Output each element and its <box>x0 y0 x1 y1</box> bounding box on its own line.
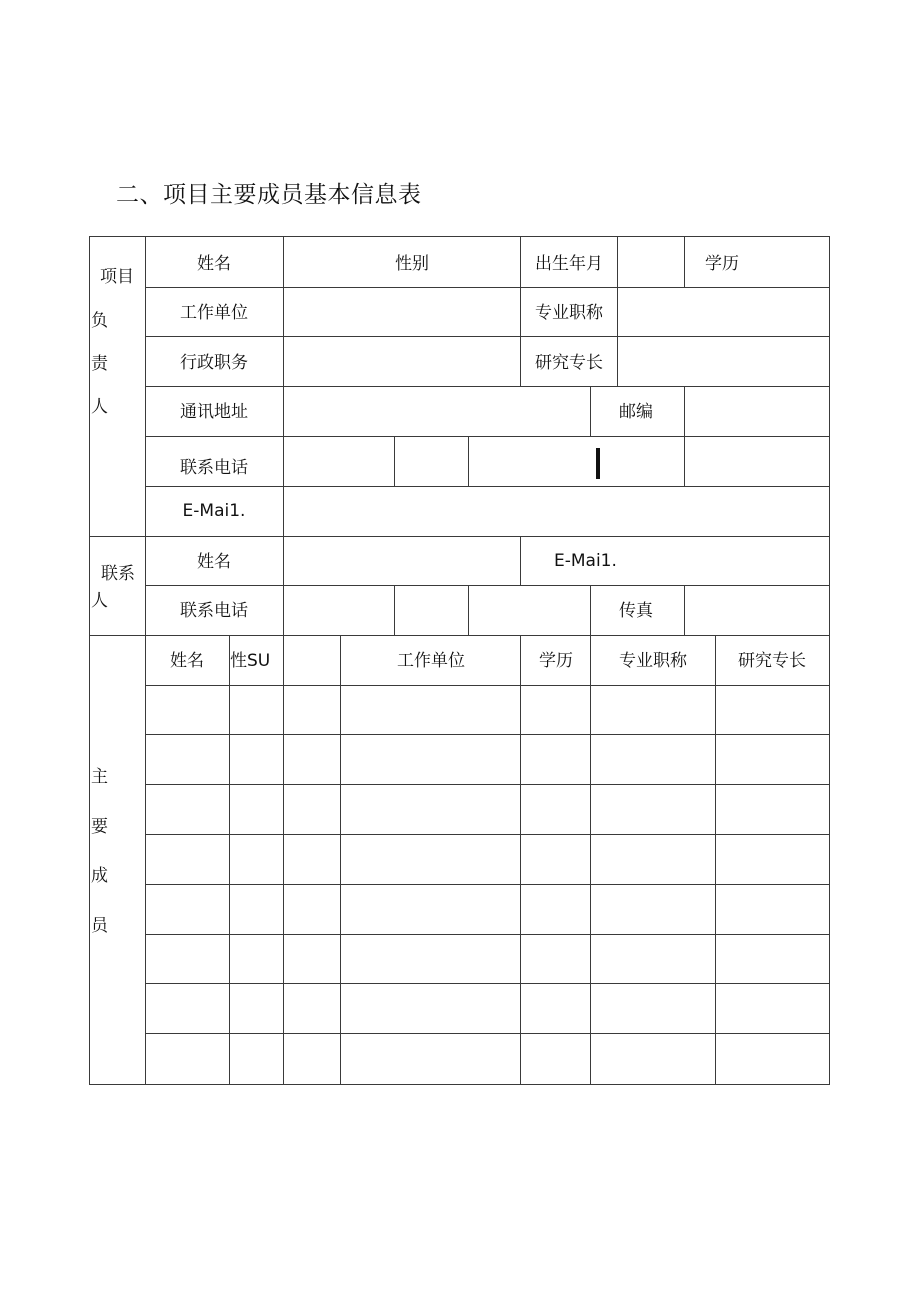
contact-email-label: E-Mai1. <box>554 551 617 571</box>
text-cursor-mark <box>596 448 600 479</box>
members-header-research: 研究专长 <box>738 651 806 671</box>
col-line <box>520 236 521 287</box>
leader-phone-field-3[interactable] <box>469 437 684 486</box>
row-line <box>145 934 830 935</box>
members-section-label-1: 主 <box>91 767 108 787</box>
leader-postcode-label: 邮编 <box>619 402 653 422</box>
leader-phone-field-1[interactable] <box>284 437 394 486</box>
leader-workplace-label: 工作单位 <box>180 303 248 323</box>
section-divider <box>89 635 830 636</box>
leader-gender-field[interactable] <box>434 237 520 287</box>
page-title: 二、项目主要成员基本信息表 <box>116 182 422 208</box>
leader-research-label: 研究专长 <box>535 353 603 373</box>
leader-admin-post-field[interactable] <box>284 337 520 386</box>
leader-name-label: 姓名 <box>197 254 231 274</box>
row-line <box>145 784 830 785</box>
members-header-gender: 性SU <box>230 651 271 671</box>
leader-prof-title-label: 专业职称 <box>535 303 603 323</box>
row-line <box>145 983 830 984</box>
leader-section-label-3: 责 <box>91 354 108 374</box>
members-header-workplace: 工作单位 <box>397 651 465 671</box>
col-line <box>590 585 591 635</box>
contact-fax-label: 传真 <box>619 601 653 621</box>
contact-section-label-1: 联系 <box>101 564 135 584</box>
leader-email-label: E-Mai1. <box>182 501 246 521</box>
col-line <box>283 635 284 1085</box>
col-line <box>229 635 230 1085</box>
row-line <box>145 685 830 686</box>
leader-section-label-1: 项目 <box>100 267 134 287</box>
leader-birth-label: 出生年月 <box>535 254 603 274</box>
leader-birth-field[interactable] <box>618 237 684 287</box>
members-header-education: 学历 <box>539 651 573 671</box>
table-border-bottom <box>89 1084 830 1085</box>
leader-education-label: 学历 <box>705 254 739 274</box>
col-line <box>715 635 716 1085</box>
leader-research-field[interactable] <box>618 337 829 386</box>
leader-postcode-field[interactable] <box>685 387 829 436</box>
row-line <box>145 1033 830 1034</box>
leader-phone-label: 联系电话 <box>180 458 248 478</box>
leader-prof-title-field[interactable] <box>618 288 829 336</box>
leader-phone-field-2[interactable] <box>395 437 468 486</box>
col-line <box>684 236 685 287</box>
section-column-divider <box>145 236 146 1085</box>
row-line <box>145 734 830 735</box>
contact-name-label: 姓名 <box>197 552 231 572</box>
col-line <box>520 635 521 1085</box>
row-line <box>145 884 830 885</box>
members-header-prof-title: 专业职称 <box>619 651 687 671</box>
leader-address-field[interactable] <box>284 387 590 436</box>
leader-name-field[interactable] <box>284 237 394 287</box>
table-border-left <box>89 236 90 1085</box>
leader-email-field[interactable] <box>284 487 829 536</box>
col-line <box>340 635 341 1085</box>
contact-fax-field[interactable] <box>685 586 829 635</box>
contact-section-label-2: 人 <box>91 591 108 611</box>
contact-phone-field-3[interactable] <box>469 586 590 635</box>
contact-name-field[interactable] <box>284 537 520 585</box>
col-line <box>520 287 521 386</box>
leader-address-label: 通讯地址 <box>180 402 248 422</box>
members-header-name: 姓名 <box>170 651 204 671</box>
table-border-right <box>829 236 830 1085</box>
leader-section-label-2: 负 <box>91 311 108 331</box>
row-line <box>145 834 830 835</box>
leader-workplace-field[interactable] <box>284 288 520 336</box>
col-line <box>520 536 521 585</box>
contact-phone-field-1[interactable] <box>284 586 394 635</box>
leader-gender-label: 性别 <box>395 254 429 274</box>
col-line <box>590 635 591 1085</box>
contact-phone-label: 联系电话 <box>180 601 248 621</box>
members-section-label-3: 成 <box>91 866 108 886</box>
contact-phone-field-2[interactable] <box>395 586 468 635</box>
leader-section-label-4: 人 <box>91 397 108 417</box>
members-section-label-2: 要 <box>91 817 108 837</box>
leader-admin-post-label: 行政职务 <box>180 353 248 373</box>
members-section-label-4: 员 <box>91 916 108 936</box>
col-line <box>590 386 591 436</box>
leader-phone-field-4[interactable] <box>685 437 829 486</box>
